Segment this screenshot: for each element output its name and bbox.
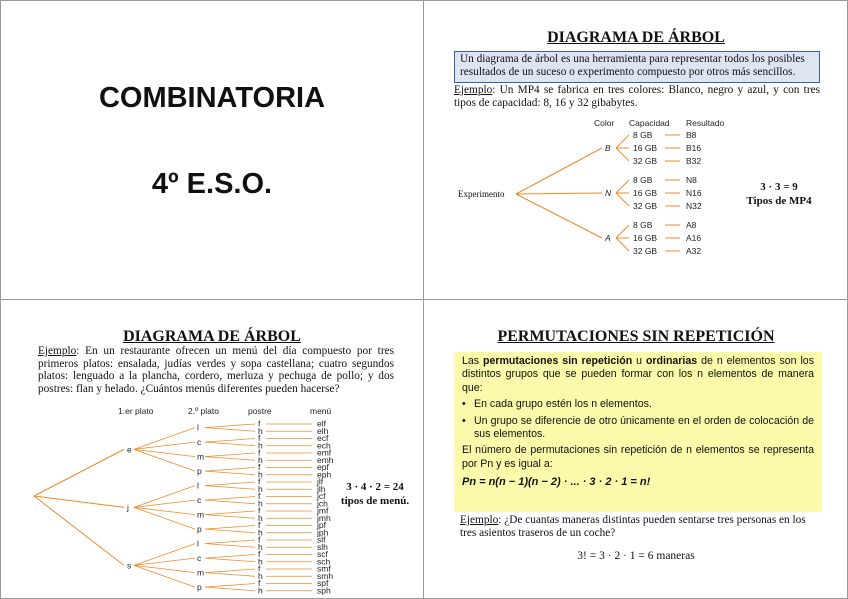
capacity-label: 32 GB — [633, 156, 658, 166]
dessert-label: f — [258, 418, 261, 429]
menu-label: eph — [317, 469, 332, 480]
definition-text: Las permutaciones sin repetición u ordinarias de n elementos son los distintos grupos que se pueden formar con los n elementos de manera que: — [462, 355, 814, 394]
dessert-label: h — [258, 440, 263, 451]
example-calculation: 3! = 3 · 2 · 1 = 6 maneras — [577, 550, 695, 562]
result-label: A32 — [686, 246, 702, 256]
result-formula: 3 · 3 = 9 — [760, 181, 798, 193]
dessert-label: h — [258, 498, 263, 509]
bullet-item-2: • Un grupo se diferencie de otro únicamente en el orden de colocación de sus elementos. — [462, 415, 814, 442]
menu-label: epf — [317, 462, 329, 472]
dessert-label: f — [258, 447, 261, 458]
course-subtitle: 4º E.S.O. — [151, 168, 273, 200]
result-label: B16 — [686, 143, 702, 153]
result-label: B8 — [686, 130, 697, 140]
color-label: N — [605, 188, 612, 198]
example-text: : Un MP4 se fabrica en tres colores: Blanco, negro y azul, y con tres tipos de capacidad: 8, 16 y 32 gibabytes. — [454, 84, 820, 109]
dessert-label: f — [258, 549, 261, 559]
capacity-label: 8 GB — [633, 130, 653, 140]
menu-label: jmf — [317, 505, 329, 516]
result-caption: tipos de menú. — [340, 495, 410, 507]
first-plate-label: s — [127, 560, 132, 571]
dessert-label: h — [258, 541, 263, 552]
second-plate-label: l — [197, 538, 199, 549]
dessert-label: h — [258, 425, 263, 436]
second-plate-label: p — [197, 466, 202, 477]
column-header-first: 1.er plato — [118, 406, 154, 416]
dessert-label: f — [258, 505, 261, 516]
number-text: El número de permutaciones sin repetición de n elementos se representa por Pn y es igual a: — [462, 444, 814, 470]
dessert-label: f — [258, 563, 261, 574]
main-title: COMBINATORIA — [98, 82, 326, 114]
capacity-label: 8 GB — [633, 175, 653, 185]
result-formula: 3 · 4 · 2 = 24 — [346, 481, 404, 493]
menu-label: sch — [317, 556, 331, 567]
dessert-label: h — [258, 469, 263, 480]
dessert-label: h — [258, 570, 263, 581]
capacity-label: 16 GB — [633, 233, 658, 243]
dessert-label: h — [258, 483, 263, 494]
dessert-label: h — [258, 454, 263, 465]
menu-label: jpf — [317, 520, 326, 530]
result-label: B32 — [686, 156, 702, 166]
dessert-label: f — [258, 433, 261, 443]
menu-label: jlf — [317, 476, 324, 487]
menu-label: slh — [317, 541, 328, 552]
menu-label: smh — [317, 570, 334, 581]
result-label: A8 — [686, 220, 697, 230]
column-header-menu: menú — [310, 406, 332, 416]
definition-text: Un diagrama de árbol es una herramienta para representar todos los posibles resultados de un suceso o experimento compuesto por otros más sencillos. — [460, 53, 805, 78]
column-header-capacity: Capacidad — [629, 118, 670, 128]
example-text: : En un restaurante ofrecen un menú del día compuesto por tres primeros platos: ensalada, judías verdes y sopa castellana; cuatro segundos platos: lenguado a la plancha, cordero, merluza y pechuga de pollo; y dos postres: flan y helado. ¿Cuántos menús diferentes pueden hacerse? — [38, 345, 394, 395]
slide-heading: PERMUTACIONES SIN REPETICIÓN — [497, 328, 775, 345]
bullet-item-1: • En cada grupo estén los n elementos. — [462, 398, 814, 411]
menu-label: spf — [317, 578, 329, 588]
second-plate-label: l — [197, 480, 199, 491]
result-label: A16 — [686, 233, 702, 243]
menu-label: scf — [317, 549, 328, 559]
dessert-label: h — [258, 585, 263, 596]
menu-label: jch — [317, 498, 328, 509]
column-header-second: 2.º plato — [188, 406, 219, 416]
second-plate-label: c — [197, 553, 202, 564]
second-plate-label: c — [197, 495, 202, 506]
slide-heading: DIAGRAMA DE ÁRBOL — [123, 328, 301, 345]
second-plate-label: m — [197, 509, 205, 520]
result-label: N8 — [686, 175, 697, 185]
menu-label: jlh — [317, 483, 326, 494]
menu-label: jph — [317, 527, 329, 538]
capacity-label: 32 GB — [633, 246, 658, 256]
column-header-dessert: postre — [248, 406, 272, 416]
capacity-label: 16 GB — [633, 143, 658, 153]
second-plate-label: m — [197, 451, 205, 462]
menu-label: sph — [317, 585, 331, 596]
color-label: A — [605, 233, 611, 243]
dessert-label: f — [258, 520, 261, 530]
second-plate-label: c — [197, 437, 202, 448]
example-label: Ejemplo — [460, 514, 499, 526]
second-plate-label: l — [197, 422, 199, 433]
menu-label: emh — [317, 454, 334, 465]
menu-label: elh — [317, 425, 329, 436]
dessert-label: f — [258, 476, 261, 487]
menu-label: elf — [317, 418, 326, 429]
first-plate-label: j — [127, 502, 129, 513]
capacity-label: 16 GB — [633, 188, 658, 198]
dessert-label: h — [258, 512, 263, 523]
second-plate-label: m — [197, 567, 205, 578]
slide-heading: DIAGRAMA DE ÁRBOL — [547, 29, 725, 46]
capacity-label: 32 GB — [633, 201, 658, 211]
result-label: N32 — [686, 201, 702, 211]
dessert-label: h — [258, 556, 263, 567]
capacity-label: 8 GB — [633, 220, 653, 230]
column-header-result: Resultado — [686, 118, 725, 128]
menu-label: smf — [317, 563, 331, 574]
example-text: : ¿De cuantas maneras distintas pueden sentarse tres personas en los tres asientos traseros de un coche? — [460, 514, 806, 539]
first-plate-label: e — [127, 444, 132, 455]
menu-label: ech — [317, 440, 331, 451]
dessert-label: h — [258, 527, 263, 538]
permutation-formula: Pn = n(n − 1)(n − 2) · ... · 3 · 2 · 1 = n! — [462, 476, 651, 489]
dessert-label: f — [258, 534, 261, 545]
menu-label: slf — [317, 534, 326, 545]
result-label: N16 — [686, 188, 702, 198]
menu-label: jmh — [317, 512, 331, 523]
second-plate-label: p — [197, 524, 202, 535]
second-plate-label: p — [197, 582, 202, 593]
dessert-label: f — [258, 578, 261, 588]
example-label: Ejemplo — [38, 345, 77, 357]
example-label: Ejemplo — [454, 84, 493, 96]
dessert-label: f — [258, 462, 261, 472]
menu-label: jcf — [317, 491, 326, 501]
column-header-color: Color — [594, 118, 615, 128]
root-label: Experimento — [458, 189, 505, 199]
menu-label: emf — [317, 447, 332, 458]
color-label: B — [605, 143, 611, 153]
menu-label: ecf — [317, 433, 329, 443]
dessert-label: f — [258, 491, 261, 501]
result-caption: Tipos de MP4 — [746, 195, 812, 207]
